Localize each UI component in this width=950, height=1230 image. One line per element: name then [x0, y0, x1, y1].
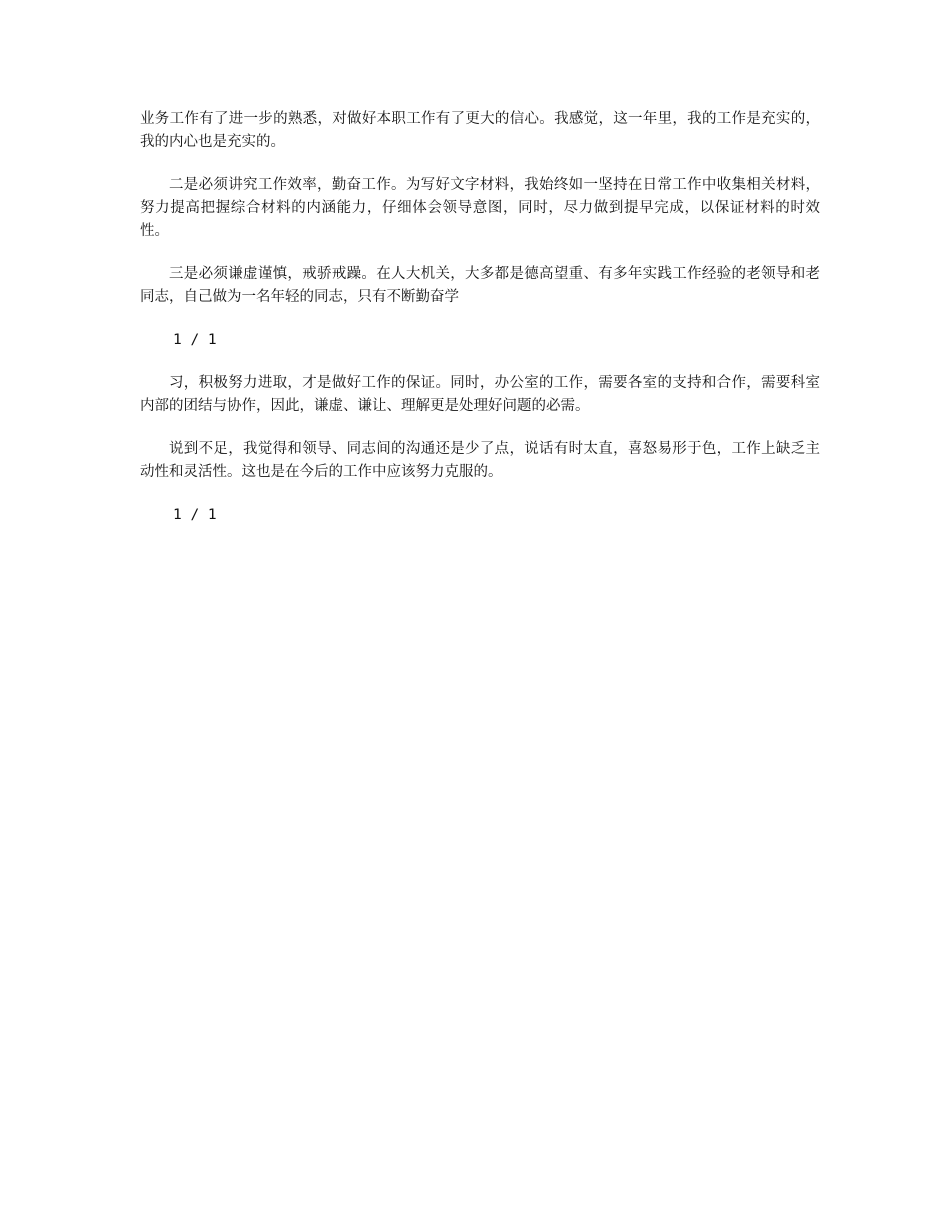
document-page	[140, 108, 820, 547]
paragraph-continuation: 业务工作有了进一步的熟悉，对做好本职工作有了更大的信心。我感觉，这一年里，我的工作是充实的，我的内心也是充实的。	[140, 111, 820, 150]
paragraph-cooperation: 习，积极努力进取，才是做好工作的保证。同时，办公室的工作，需要各室的支持和合作，需要科室内部的团结与协作，因此，谦虚、谦让、理解更是处理好问题的必需。	[140, 375, 820, 414]
page-number: 1 / 1	[173, 507, 217, 523]
paragraph-efficiency: 二是必须讲究工作效率，勤奋工作。为写好文字材料，我始终如一坚持在日常工作中收集相关材料，努力提高把握综合材料的内涵能力，仔细体会领导意图，同时，尽力做到提早完成，以保证材料的时效性。	[140, 177, 820, 239]
page-number: 1 / 1	[173, 332, 217, 348]
paragraph-shortcomings: 说到不足，我觉得和领导、同志间的沟通还是少了点，说话有时太直，喜怒易形于色，工作上缺乏主动性和灵活性。这也是在今后的工作中应该努力克服的。	[140, 441, 820, 480]
paragraph-modesty: 三是必须谦虚谨慎，戒骄戒躁。在人大机关，大多都是德高望重、有多年实践工作经验的老领导和老同志，自己做为一名年轻的同志，只有不断勤奋学	[140, 266, 820, 305]
